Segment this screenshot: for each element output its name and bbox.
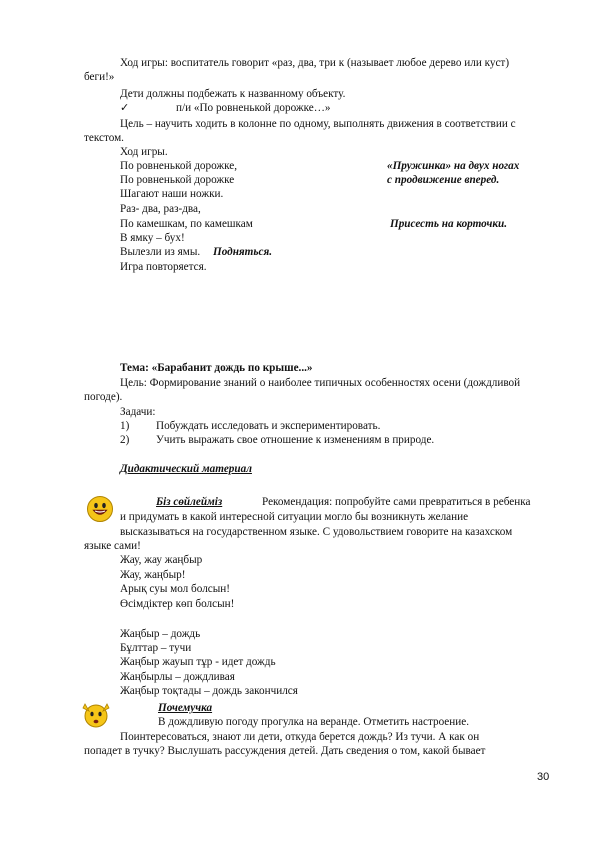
checkmark-icon: ✓ <box>120 102 130 114</box>
page-number: 30 <box>537 771 550 783</box>
didactic-heading: Дидактический материал <box>120 463 252 475</box>
goal-line: Цель – научить ходить в колонне по одному, выполнять движения в соответствии с <box>120 118 516 130</box>
kazakh-section-title: Біз сөйлейміз <box>156 496 223 508</box>
vocab-line: Жаңбырлы – дождливая <box>120 671 235 683</box>
poem-line: По камешкам, по камешкам <box>120 218 253 230</box>
poem-line: По ровненькой дорожке <box>120 174 235 186</box>
poem-note: «Пружинка» на двух ногах <box>387 160 520 172</box>
goal-line-cont: текстом. <box>84 132 124 144</box>
topic-title: Тема: «Барабанит дождь по крыше...» <box>120 362 313 374</box>
task-text: Учить выражать свое отношение к изменениям в природе. <box>156 434 435 446</box>
recommendation-line-cont: языке сами! <box>84 540 141 552</box>
thinking-smiley-icon <box>80 700 112 730</box>
poem-line: Шагают наши ножки. <box>120 188 224 200</box>
poem-note: с продвижение вперед. <box>387 174 500 186</box>
smiley-face-icon <box>86 495 114 523</box>
course-label: Ход игры. <box>120 146 168 158</box>
task-number: 2) <box>120 434 130 446</box>
instruction-line: Дети должны подбежать к названному объекту. <box>120 88 346 100</box>
verse-line: Өсімдіктер көп болсын! <box>120 598 235 610</box>
game-course-line-cont: беги!» <box>84 71 115 83</box>
vocab-line: Бұлттар – тучи <box>120 642 192 654</box>
poem-note: Присесть на корточки. <box>390 218 508 230</box>
poem-line: В ямку – бух! <box>120 232 185 244</box>
pochemuchka-line: попадет в тучку? Выслушать рассуждения детей. Дать сведения о том, какой бывает <box>84 745 486 757</box>
poem-line: По ровненькой дорожке, <box>120 160 238 172</box>
game-course-line: Ход игры: воспитатель говорит «раз, два, три к (называет любое дерево или куст) <box>120 57 510 69</box>
recommendation-line: высказываться на государственном языке. С удовольствием говорите на казахском <box>120 526 513 538</box>
verse-line: Жау, жау жаңбыр <box>120 554 203 566</box>
game-title: п/и «По ровненькой дорожке…» <box>176 102 331 114</box>
verse-line: Жау, жаңбыр! <box>120 569 186 581</box>
poem-line: Вылезли из ямы. <box>120 246 201 258</box>
recommendation-line: Рекомендация: попробуйте сами превратиться в ребенка <box>262 496 531 508</box>
vocab-line: Жаңбыр тоқтады – дождь закончился <box>120 685 298 697</box>
poem-line: Раз- два, раз-два, <box>120 203 201 215</box>
vocab-line: Жаңбыр жауып тұр - идет дождь <box>120 656 276 668</box>
topic-goal-line-cont: погоде). <box>84 391 123 403</box>
poem-note: Подняться. <box>213 246 273 258</box>
tasks-label: Задачи: <box>120 406 156 418</box>
topic-goal-line: Цель: Формирование знаний о наиболее типичных особенностях осени (дождливой <box>120 377 521 389</box>
verse-line: Арық суы мол болсын! <box>120 583 230 595</box>
vocab-line: Жаңбыр – дождь <box>120 628 201 640</box>
pochemuchka-line: Поинтересоваться, знают ли дети, откуда берется дождь? Из тучи. А как он <box>120 731 480 743</box>
recommendation-line: и придумать в какой интересной ситуации могло бы возникнуть желание <box>120 511 469 523</box>
task-number: 1) <box>120 420 130 432</box>
pochemuchka-line: В дождливую погоду прогулка на веранде. Отметить настроение. <box>158 716 470 728</box>
task-text: Побуждать исследовать и экспериментировать. <box>156 420 381 432</box>
repeat-line: Игра повторяется. <box>120 261 207 273</box>
pochemuchka-title: Почемучка <box>158 702 213 714</box>
